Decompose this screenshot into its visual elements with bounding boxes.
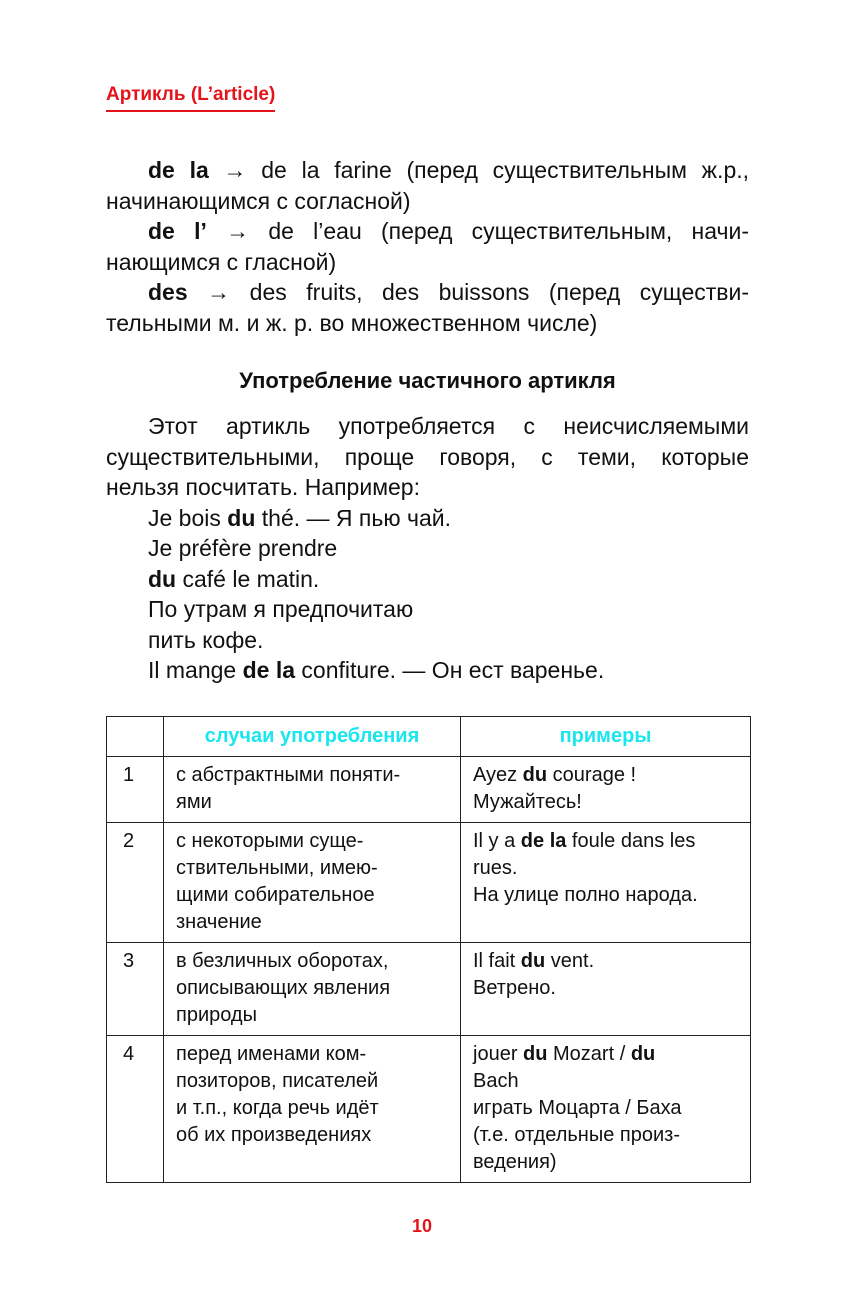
header-examples: примеры bbox=[461, 717, 751, 757]
definition-de-l: de l’ → de l’eau (перед существительным, начи- bbox=[148, 218, 750, 244]
definition-de-la-cont: начинающимся с согласной) bbox=[106, 187, 411, 214]
example-cell: jouer du Mozart / du Bach играть Моцарта / Баха (т.е. отдельные произ- ведения) bbox=[461, 1036, 751, 1183]
intro-line-2: существительными, проще говоря, с теми, которые bbox=[106, 443, 749, 470]
case-cell: в безличных оборотах, описывающих явления природы bbox=[164, 943, 461, 1036]
definition-des-cont: тельными м. и ж. р. во множественном числе) bbox=[106, 309, 598, 336]
example-line-4: По утрам я предпочитаю bbox=[148, 596, 414, 622]
example-line-1: Je bois du thé. — Я пью чай. bbox=[148, 504, 451, 531]
case-cell: с абстрактными поняти- ями bbox=[164, 757, 461, 823]
definition-de-l-cont: нающимся с гласной) bbox=[106, 248, 337, 275]
intro-block bbox=[106, 411, 749, 686]
example-cell: Il fait du vent. Ветрено. bbox=[461, 943, 751, 1036]
intro-line-1: Этот артикль употребляется с неисчисляемыми bbox=[148, 413, 749, 439]
definition-de-la: de la → de la farine (перед существительным ж.р., bbox=[148, 157, 750, 183]
row-number: 1 bbox=[107, 757, 164, 823]
table-row bbox=[107, 823, 751, 943]
definitions-block bbox=[106, 155, 749, 338]
example-line-6: Il mange de la confiture. — Он ест варенье. bbox=[148, 657, 605, 683]
header-cases: случаи употребления bbox=[164, 717, 461, 757]
case-cell: с некоторыми суще- ствительными, имею- щими собирательное значение bbox=[164, 823, 461, 943]
usage-table bbox=[106, 716, 751, 1183]
example-line-3: du café le matin. bbox=[148, 565, 320, 592]
definition-des: des → des fruits, des buissons (перед существи- bbox=[148, 279, 750, 305]
table-row bbox=[107, 757, 751, 823]
table-row bbox=[107, 943, 751, 1036]
table-header-row bbox=[107, 717, 751, 757]
table-row bbox=[107, 1036, 751, 1183]
example-line-2: Je préfère prendre bbox=[148, 535, 338, 561]
row-number: 3 bbox=[107, 943, 164, 1036]
header-num bbox=[107, 717, 164, 757]
row-number: 4 bbox=[107, 1036, 164, 1183]
chapter-header: Артикль (L’article) bbox=[106, 84, 275, 112]
case-cell: перед именами ком- позиторов, писателей и т.п., когда речь идёт об их произведениях bbox=[164, 1036, 461, 1183]
page-number: 10 bbox=[411, 1216, 433, 1236]
intro-line-3: нельзя посчитать. Например: bbox=[106, 474, 420, 500]
example-cell: Ayez du courage ! Мужайтесь! bbox=[461, 757, 751, 823]
section-title: Употребление частичного артикля bbox=[239, 368, 616, 393]
example-line-5: пить кофе. bbox=[148, 626, 264, 653]
row-number: 2 bbox=[107, 823, 164, 943]
example-cell: Il y a de la foule dans les rues. На улице полно народа. bbox=[461, 823, 751, 943]
